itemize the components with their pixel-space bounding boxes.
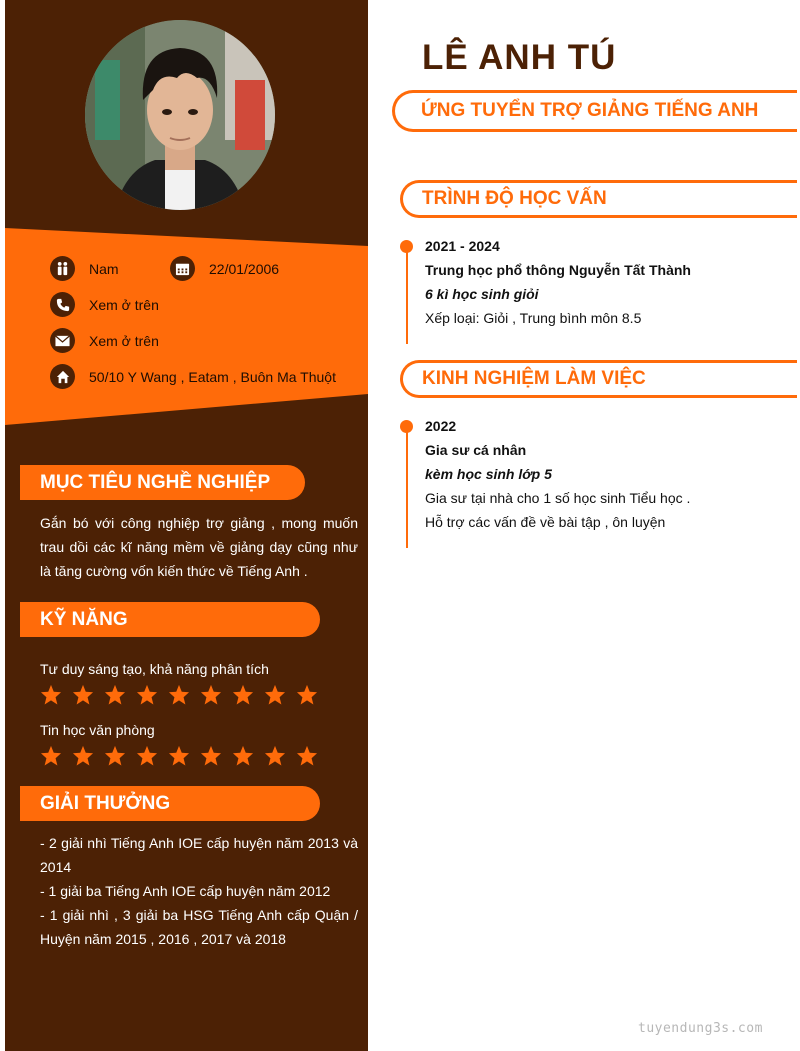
star-icon: [168, 684, 190, 705]
gender-row: [50, 256, 119, 281]
skill-label: Tư duy sáng tạo, khả năng phân tích: [40, 661, 269, 677]
award-item: - 1 giải nhì , 3 giải ba HSG Tiếng Anh cấp Quận / Huyện năm 2015 , 2016 , 2017 và 2018: [40, 907, 358, 947]
phone-row: [50, 292, 159, 317]
experience-line: Gia sư tại nhà cho 1 số học sinh Tiểu học .: [425, 490, 691, 506]
birthday-row: [170, 256, 279, 281]
star-icon: [200, 745, 222, 766]
timeline-line: [406, 246, 408, 344]
star-icon: [200, 684, 222, 705]
gender-icon: [50, 256, 75, 281]
candidate-name: LÊ ANH TÚ: [422, 38, 617, 77]
award-item: - 2 giải nhì Tiếng Anh IOE cấp huyện năm 2013 và 2014: [40, 835, 358, 875]
skill-rating: [40, 745, 318, 766]
gender-value: Nam: [89, 260, 119, 277]
email-row: [50, 328, 159, 353]
star-icon: [104, 745, 126, 766]
calendar-icon: [170, 256, 195, 281]
skills-heading: KỸ NĂNG: [20, 602, 320, 637]
skill-rating: [40, 684, 318, 705]
timeline-line: [406, 426, 408, 548]
star-icon: [40, 745, 62, 766]
skill-label: Tin học văn phòng: [40, 722, 155, 738]
education-highlight: 6 kì học sinh giỏi: [425, 286, 539, 302]
watermark: tuyendung3s.com: [638, 1021, 763, 1036]
timeline-dot: [400, 240, 413, 253]
position-title: ỨNG TUYỂN TRỢ GIẢNG TIẾNG ANH: [421, 100, 759, 121]
star-icon: [296, 684, 318, 705]
timeline-dot: [400, 420, 413, 433]
email-icon: [50, 328, 75, 353]
star-icon: [264, 684, 286, 705]
awards-heading: GIẢI THƯỞNG: [20, 786, 320, 821]
star-icon: [72, 684, 94, 705]
objective-heading: MỤC TIÊU NGHỀ NGHIỆP: [20, 465, 305, 500]
experience-subtitle: kèm học sinh lớp 5: [425, 466, 552, 482]
education-school: Trung học phổ thông Nguyễn Tất Thành: [425, 262, 691, 278]
home-icon: [50, 364, 75, 389]
address-value: 50/10 Y Wang , Eatam , Buôn Ma Thuột: [89, 368, 336, 385]
education-period: 2021 - 2024: [425, 238, 500, 254]
experience-role: Gia sư cá nhân: [425, 442, 527, 458]
education-result: Xếp loại: Giỏi , Trung bình môn 8.5: [425, 310, 642, 326]
award-item: - 1 giải ba Tiếng Anh IOE cấp huyện năm 2012: [40, 883, 331, 899]
objective-text: Gắn bó với công nghiệp trợ giảng , mong muốn trau dồi các kĩ năng mềm về giảng dạy cũng như là tăng cường vốn kiến thức về Tiếng Anh .: [40, 515, 358, 579]
birthday-value: 22/01/2006: [209, 260, 280, 277]
star-icon: [136, 684, 158, 705]
star-icon: [168, 745, 190, 766]
star-icon: [104, 684, 126, 705]
star-icon: [40, 684, 62, 705]
star-icon: [136, 745, 158, 766]
experience-heading: KINH NGHIỆM LÀM VIỆC: [422, 368, 646, 389]
education-heading: TRÌNH ĐỘ HỌC VẤN: [422, 188, 607, 209]
star-icon: [72, 745, 94, 766]
experience-line: Hỗ trợ các vấn đề về bài tập , ôn luyện: [425, 514, 666, 530]
address-row: [50, 364, 336, 389]
profile-photo: [85, 20, 275, 210]
email-value: Xem ở trên: [89, 332, 159, 349]
phone-value: Xem ở trên: [89, 296, 159, 313]
star-icon: [232, 745, 254, 766]
star-icon: [232, 684, 254, 705]
experience-year: 2022: [425, 418, 457, 434]
phone-icon: [50, 292, 75, 317]
star-icon: [264, 745, 286, 766]
star-icon: [296, 745, 318, 766]
